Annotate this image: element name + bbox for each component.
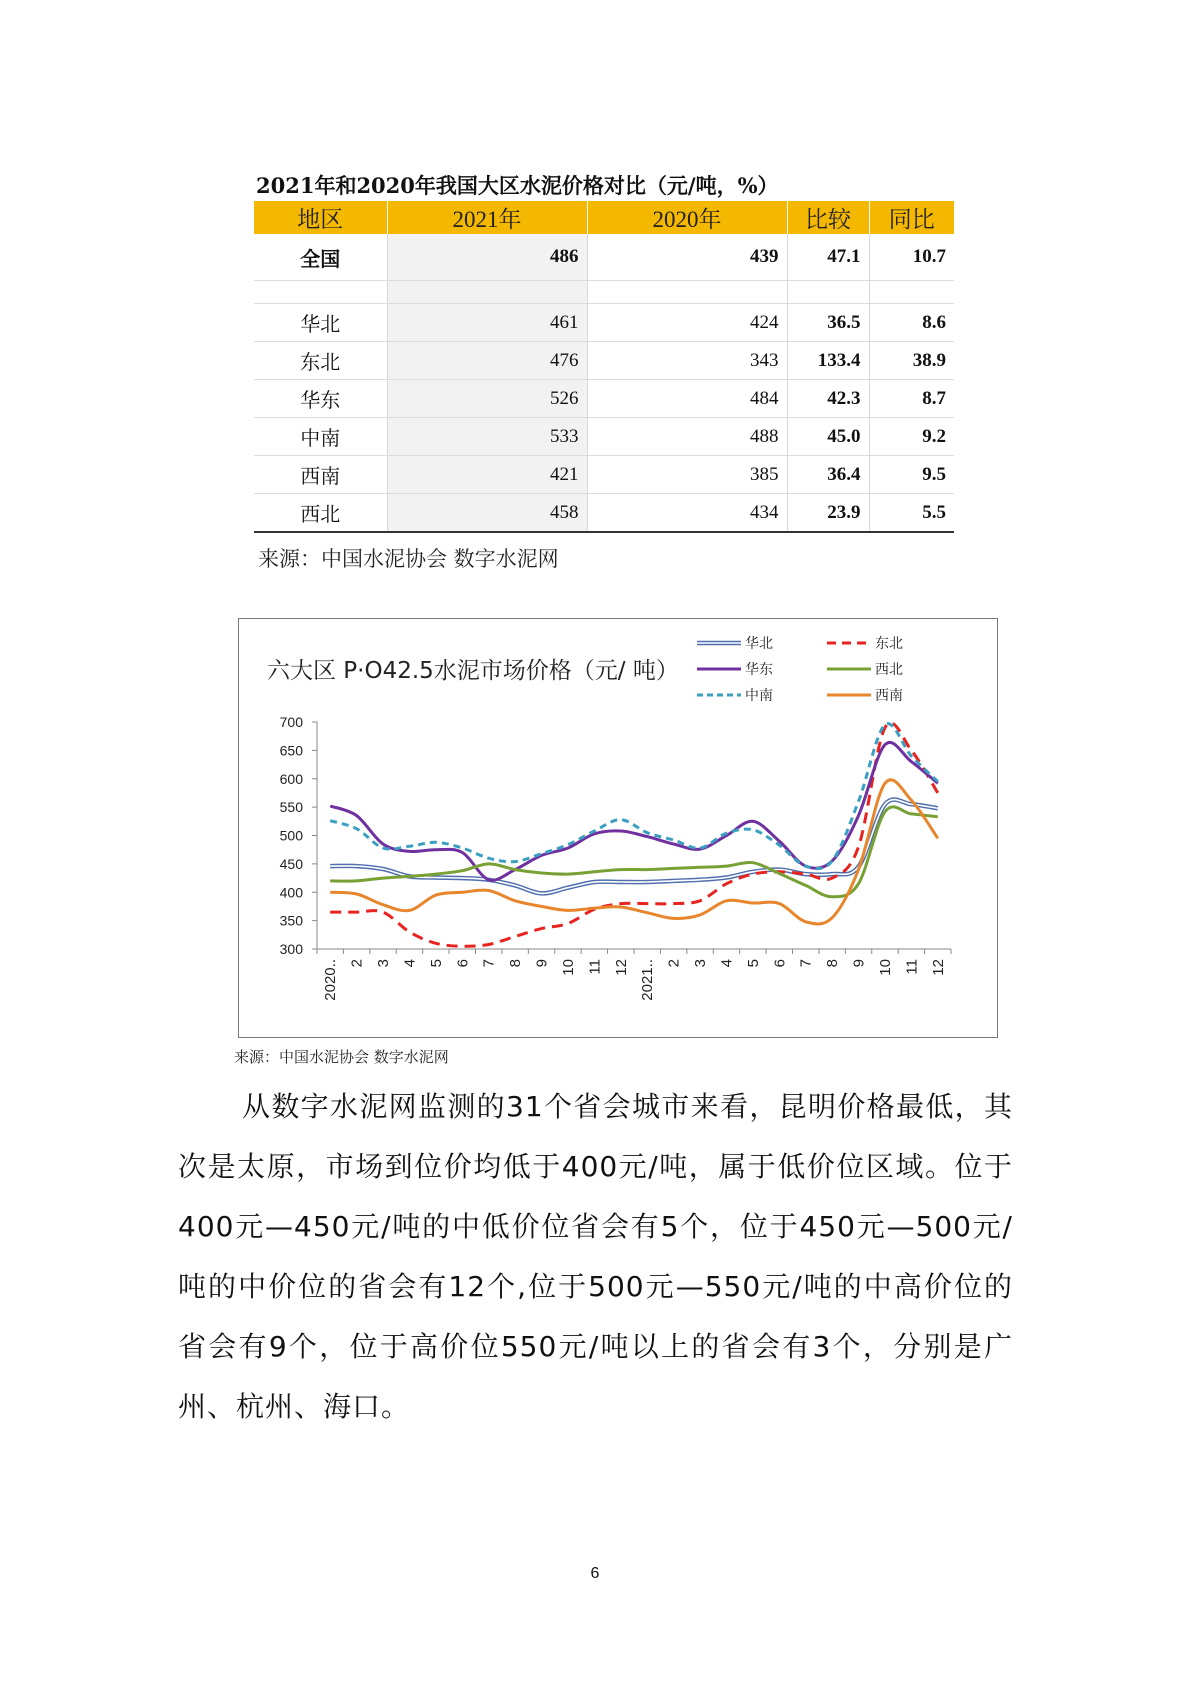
yoy-cell: 8.6 <box>869 304 954 342</box>
y-tick-label: 300 <box>279 941 303 957</box>
chart-svg <box>239 619 999 1039</box>
x-tick-label: 7 <box>480 959 498 968</box>
header-region: 地区 <box>254 201 387 234</box>
region-cell: 西北 <box>254 494 387 533</box>
value-2020-cell: 434 <box>587 494 787 533</box>
legend-label: 华东 <box>745 662 773 678</box>
diff-cell: 23.9 <box>787 494 869 533</box>
x-tick-label: 3 <box>692 959 710 968</box>
diff-cell: 47.1 <box>787 234 869 281</box>
header-diff: 比较 <box>787 201 869 234</box>
value-2020-cell: 488 <box>587 418 787 456</box>
price-comparison-table <box>254 201 954 533</box>
value-2020-cell: 439 <box>587 234 787 281</box>
body-paragraph: 从数字水泥网监测的31个省会城市来看，昆明价格最低，其次是太原，市场到位价均低于400元/吨，属于低价位区域。位于400元—450元/吨的中低价位省会有5个，位于450元—500元/吨的中价位的省会有12个,位于500元—550元/吨的中高价位的省会有9个，位于高价位550元/吨以上的省会有3个，分别是广州、杭州、海口。 <box>178 1090 1013 1423</box>
header-yoy: 同比 <box>869 201 954 234</box>
x-tick-label: 10 <box>876 959 894 976</box>
value-2021-cell: 533 <box>387 418 587 456</box>
x-tick-label: 9 <box>533 959 551 968</box>
yoy-cell: 38.9 <box>869 342 954 380</box>
x-tick-label: 11 <box>903 959 921 975</box>
x-tick-label: 2 <box>348 959 366 968</box>
x-tick-label: 4 <box>718 959 736 968</box>
table-header-row <box>254 201 954 234</box>
x-tick-label: 6 <box>771 959 789 968</box>
y-tick-label: 450 <box>279 855 303 872</box>
value-2020-cell: 385 <box>587 456 787 494</box>
x-tick-label: 9 <box>850 959 868 968</box>
table-row <box>254 304 954 342</box>
table-row <box>254 418 954 456</box>
series-line-华北 <box>330 800 938 894</box>
region-cell: 华北 <box>254 304 387 342</box>
yoy-cell: 9.5 <box>869 456 954 494</box>
legend-label: 西北 <box>875 662 903 678</box>
x-tick-label: 5 <box>427 959 445 968</box>
yoy-cell: 5.5 <box>869 494 954 533</box>
legend-label: 西南 <box>875 688 903 704</box>
x-tick-label: 2 <box>665 959 683 968</box>
y-tick-label: 500 <box>279 827 303 844</box>
region-cell: 华东 <box>254 380 387 418</box>
table-source: 来源：中国水泥协会 数字水泥网 <box>258 547 559 571</box>
value-2020-cell: 343 <box>587 342 787 380</box>
x-tick-label: 12 <box>929 959 947 976</box>
y-tick-label: 350 <box>279 912 303 929</box>
yoy-cell: 10.7 <box>869 234 954 281</box>
x-tick-label: 6 <box>454 959 472 968</box>
series-line-中南 <box>330 724 938 869</box>
region-cell: 西南 <box>254 456 387 494</box>
table-title: 2021年和2020年我国大区水泥价格对比（元/吨，%） <box>256 173 779 198</box>
x-tick-label: 10 <box>559 959 577 976</box>
x-tick-label: 2021.. <box>639 959 657 1001</box>
page-number: 6 <box>590 1565 600 1582</box>
table-row <box>254 456 954 494</box>
series-line-华东 <box>330 742 938 880</box>
x-tick-label: 3 <box>375 959 393 968</box>
value-2020-cell: 484 <box>587 380 787 418</box>
region-cell: 东北 <box>254 342 387 380</box>
header-2021: 2021年 <box>387 201 587 234</box>
value-2020-cell: 424 <box>587 304 787 342</box>
x-tick-label: 5 <box>744 959 762 968</box>
chart-title: 六大区 P·O42.5水泥市场价格（元/ 吨） <box>267 658 679 684</box>
chart-source: 来源：中国水泥协会 数字水泥网 <box>234 1048 449 1066</box>
x-tick-label: 4 <box>401 959 419 968</box>
region-cell: 中南 <box>254 418 387 456</box>
y-tick-label: 700 <box>279 714 303 730</box>
value-2021-cell: 461 <box>387 304 587 342</box>
x-tick-label: 2020.. <box>322 959 340 1001</box>
diff-cell: 133.4 <box>787 342 869 380</box>
table-row <box>254 380 954 418</box>
y-tick-label: 650 <box>279 742 303 759</box>
diff-cell: 36.4 <box>787 456 869 494</box>
table-row-total <box>254 234 954 281</box>
diff-cell: 42.3 <box>787 380 869 418</box>
table-spacer-row <box>254 281 954 304</box>
x-tick-label: 8 <box>824 959 842 968</box>
y-tick-label: 550 <box>279 799 303 816</box>
value-2021-cell: 526 <box>387 380 587 418</box>
yoy-cell: 9.2 <box>869 418 954 456</box>
y-tick-label: 600 <box>279 770 303 787</box>
price-line-chart <box>238 618 998 1038</box>
header-2020: 2020年 <box>587 201 787 234</box>
x-tick-label: 12 <box>612 959 630 976</box>
diff-cell: 45.0 <box>787 418 869 456</box>
legend-label: 东北 <box>875 636 903 652</box>
table-row <box>254 494 954 533</box>
value-2021-cell: 476 <box>387 342 587 380</box>
legend-label: 中南 <box>745 688 773 704</box>
x-tick-label: 7 <box>797 959 815 968</box>
region-cell: 全国 <box>254 234 387 281</box>
value-2021-cell: 486 <box>387 234 587 281</box>
x-tick-label: 11 <box>586 959 604 975</box>
value-2021-cell: 421 <box>387 456 587 494</box>
x-tick-label: 8 <box>507 959 525 968</box>
legend-label: 华北 <box>745 636 773 652</box>
table-row <box>254 342 954 380</box>
y-tick-label: 400 <box>279 884 303 901</box>
yoy-cell: 8.7 <box>869 380 954 418</box>
value-2021-cell: 458 <box>387 494 587 533</box>
diff-cell: 36.5 <box>787 304 869 342</box>
